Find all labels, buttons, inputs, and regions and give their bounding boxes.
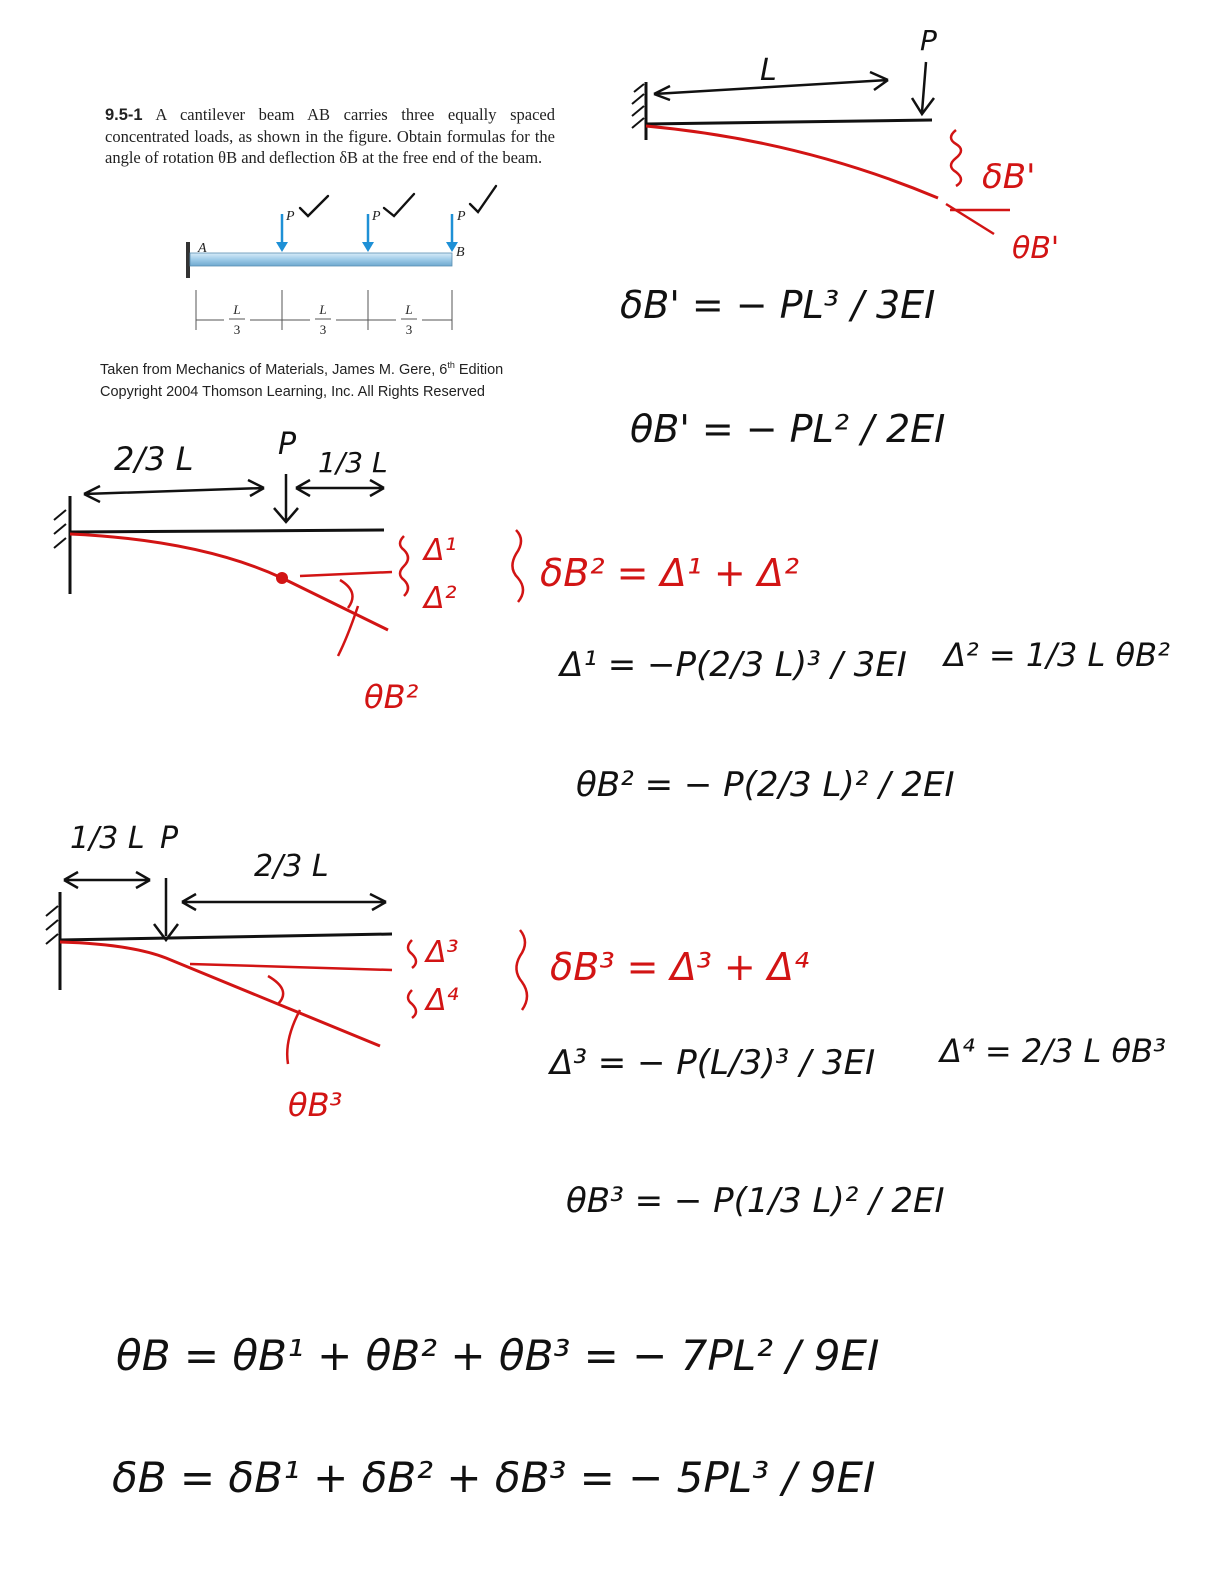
- right-span-arrow: [296, 480, 384, 496]
- case-1-sketch: [632, 24, 1059, 266]
- right-span-label: 1/3 L: [318, 446, 388, 479]
- dim-num: L: [233, 302, 241, 317]
- case1-theta-eq: θB' = − PL² / 2EI: [630, 407, 946, 451]
- checkmark-icon: [384, 194, 414, 216]
- case3-theta-eq: θB³ = − P(1/3 L)² / 2EI: [566, 1181, 945, 1221]
- deflected-shape: [70, 534, 388, 630]
- case1-delta-eq: δB' = − PL³ / 3EI: [620, 283, 936, 327]
- dim-den: 3: [319, 322, 327, 337]
- case2-theta-eq: θB² = − P(2/3 L)² / 2EI: [576, 765, 955, 805]
- credit-line-2: Copyright 2004 Thomson Learning, Inc. All Rights Reserved: [100, 384, 486, 400]
- deflected-shape: [60, 942, 380, 1046]
- wall-hatch: [632, 84, 644, 128]
- fixed-support: [186, 242, 190, 278]
- load-label-3: P: [457, 209, 466, 224]
- theta-b3-label: θB³: [288, 1086, 343, 1124]
- label-a: A: [198, 241, 207, 256]
- theta-b2-label: θB²: [364, 678, 419, 716]
- load-label: P: [160, 821, 179, 856]
- brace-icon: [512, 530, 523, 602]
- credit-line-1: Taken from Mechanics of Materials, James M. Gere, 6th Edition: [100, 360, 504, 378]
- load-arrow: [912, 62, 934, 114]
- delta4-label: Δ⁴: [426, 983, 459, 1018]
- load-label: P: [278, 427, 297, 462]
- case-2-sketch: [54, 427, 523, 716]
- dim-num: L: [319, 302, 327, 317]
- textbook-figure: [186, 186, 496, 337]
- problem-number: 9.5-1: [105, 106, 143, 124]
- beam-ab: [190, 253, 452, 266]
- deflected-shape: [646, 126, 938, 198]
- brace-icon: [408, 940, 416, 1018]
- delta-total-eq: δB = δB¹ + δB² + δB³ = − 5PL³ / 9EI: [112, 1453, 876, 1502]
- rotation-line: [946, 204, 994, 234]
- tangent-line: [300, 572, 392, 576]
- load-label-2: P: [372, 209, 381, 224]
- brace-icon: [951, 130, 961, 186]
- brace-icon: [400, 536, 408, 596]
- checkmark-icon: [300, 196, 328, 216]
- case2-sum-eq: δB² = Δ¹ + Δ²: [540, 551, 800, 595]
- wall-hatch: [46, 906, 58, 944]
- case3-d4-eq: Δ⁴ = 2/3 L θB³: [940, 1032, 1166, 1070]
- beam: [70, 530, 384, 532]
- wall-hatch: [54, 510, 66, 548]
- theta-total-eq: θB = θB¹ + θB² + θB³ = − 7PL² / 9EI: [116, 1331, 880, 1380]
- span-label: L: [760, 53, 777, 88]
- case2-d1-eq: Δ¹ = −P(2/3 L)³ / 3EI: [560, 645, 907, 685]
- delta-b1-label: δB': [982, 157, 1036, 197]
- right-span-label: 2/3 L: [254, 849, 329, 884]
- label-b: B: [456, 245, 465, 260]
- delta1-label: Δ¹: [424, 533, 457, 568]
- case-3-sketch: [46, 821, 527, 1124]
- load-label-1: P: [286, 209, 295, 224]
- left-span-label: 2/3 L: [114, 440, 194, 478]
- dim-den: 3: [405, 322, 413, 337]
- load-arrow: [274, 474, 298, 522]
- checkmark-icon: [470, 186, 496, 212]
- dim-num: L: [405, 302, 413, 317]
- angle-mark: [268, 976, 300, 1064]
- load-label: P: [920, 24, 937, 57]
- right-span-arrow: [182, 894, 386, 910]
- theta-b1-label: θB': [1012, 231, 1060, 266]
- left-span-arrow: [84, 480, 264, 502]
- case3-d3-eq: Δ³ = − P(L/3)³ / 3EI: [550, 1043, 876, 1083]
- beam: [646, 120, 932, 124]
- brace-icon: [516, 930, 527, 1010]
- load-arrow: [154, 878, 178, 940]
- angle-mark: [338, 580, 358, 656]
- beam: [60, 934, 392, 940]
- case3-sum-eq: δB³ = Δ³ + Δ⁴: [550, 945, 810, 989]
- load-point: [276, 572, 288, 584]
- left-span-arrow: [64, 872, 150, 888]
- delta3-label: Δ³: [426, 935, 459, 970]
- dim-den: 3: [233, 322, 241, 337]
- case2-d2-eq: Δ² = 1/3 L θB²: [944, 636, 1170, 674]
- tangent-line: [190, 964, 392, 970]
- left-span-label: 1/3 L: [70, 821, 145, 856]
- problem-text: A cantilever beam AB carries three equally spaced concentrated loads, as shown in the figure. Obtain formulas for the angle of rotation θB and deflection δB at the free end of the beam.: [105, 105, 556, 167]
- delta2-label: Δ²: [424, 581, 457, 616]
